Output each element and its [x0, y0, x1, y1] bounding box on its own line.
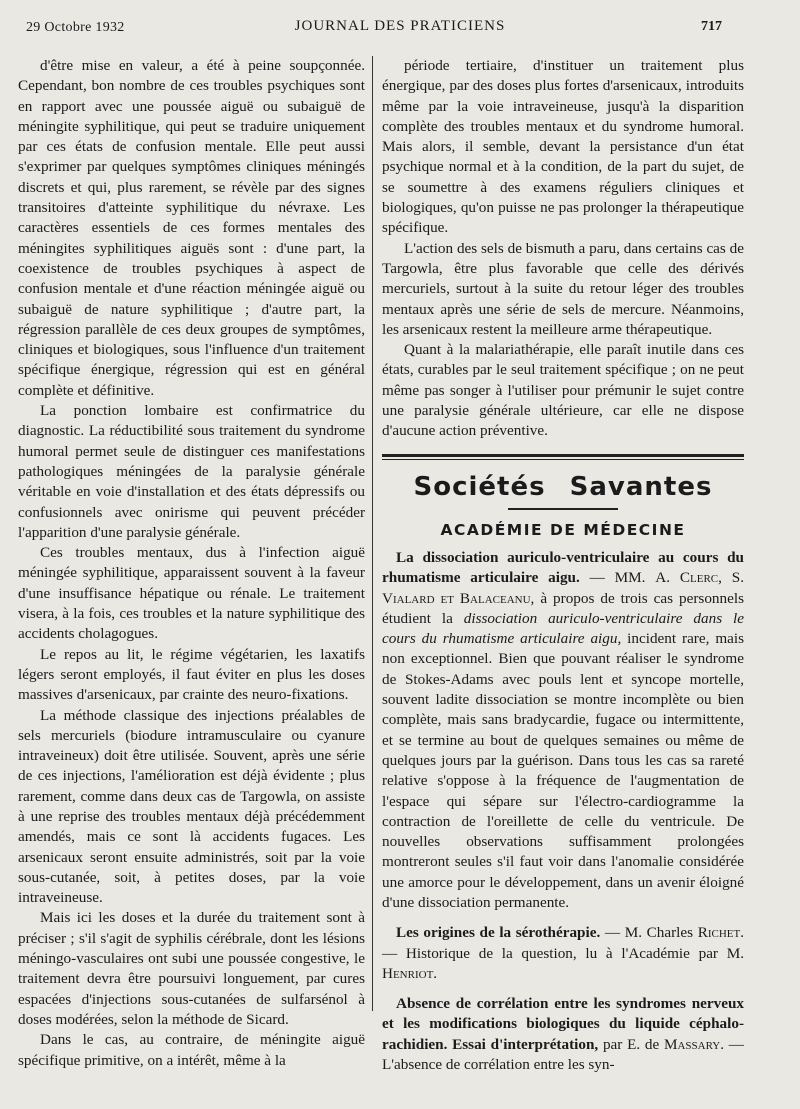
entry-title: Les origines de la sérothérapie.: [396, 924, 601, 942]
entry-authors-prefix: — MM.: [579, 569, 656, 587]
entry-body: . — L'absence de corrélation entre les syn-: [382, 1035, 744, 1074]
article-entry: [382, 994, 744, 1075]
paragraph: Dans le cas, au contraire, de méningite aiguë spécifique primitive, on a intérêt, même à la: [18, 1031, 365, 1069]
entry-body: . — Historique de la question, lu à l'Académie par M.: [382, 924, 744, 962]
entry-text: [382, 923, 744, 984]
left-column: [18, 56, 365, 1071]
entry-authors-prefix: — M. Charles: [600, 924, 698, 942]
academy-heading: ACADÉMIE DE MÉDECINE: [440, 520, 686, 539]
entry-body: , à propos de trois cas personnels étudient la: [382, 589, 744, 627]
entry-authors-prefix: par E. de: [598, 1035, 664, 1053]
entry-title: La dissociation auriculo-ventriculaire au cours du rhumatisme articulaire aigu.: [382, 548, 744, 587]
section-title: Sociétés Savantes: [413, 471, 713, 502]
column-divider: [372, 56, 373, 1011]
section-underline: [508, 508, 618, 510]
entry-text: [382, 548, 744, 913]
page-header: [0, 14, 800, 36]
entry-end: .: [433, 964, 438, 982]
section-rule-thick: [382, 454, 744, 457]
paragraph: Ces troubles mentaux, dus à l'infection aiguë méningée syphilitique, apparaissent souvent à la faveur d'une insuffisance hépatique ou rénale. Le traitement visera, à la fois, ces troubles et la nature syphilitique des accidents cholagogues.: [18, 544, 365, 643]
paragraph: d'être mise en valeur, a été à peine soupçonnée. Cependant, bon nombre de ces troubles psychiques sont en rapport avec une poussée aiguë ou subaiguë de méningite syphilitique, qui peut se traduire uniquement par ces états de confusion mentale. Elle peut aussi s'exprimer par quelques symptômes cliniques méningés discrets et qui, plus rarement, se révèle par des signes transitoires d'atteinte syphilitique du névraxe. Les caractères essentiels de ces formes mentales des méningites syphilitiques aiguës sont : d'une part, la coexistence de troubles psychiques à aspect de confusion mentale et d'une réaction méningée aiguë ou subaiguë de nature syphilitique ; d'autre part, la régression parallèle de ces deux groupes de symptômes, cliniques et biologiques, sous l'influence d'un traitement spécifique énergique, régression qui est en général complète et définitive.: [18, 57, 365, 399]
paragraph: La ponction lombaire est confirmatrice du diagnostic. La réductibilité sous traitement du syndrome humoral permet seule de distinguer ces manifestations pathologiques méningées de la paralysie générale véritable en voie d'installation et des états dépressifs ou confusionnels avec onirisme qui peuvent précéder l'apparition d'une paralysie générale.: [18, 402, 365, 541]
right-column: [382, 56, 744, 1085]
entry-authors: Richet: [697, 924, 741, 942]
header-journal-title: JOURNAL DES PRATICIENS: [294, 18, 506, 34]
entry-authors: A. Clerc, S. Vialard et Balaceanu: [382, 569, 744, 607]
entry-reader: Henriot: [382, 964, 434, 982]
paragraph: La méthode classique des injections préalables de sels mercuriels (biodure intramusculaire ou cyanure intraveineux) doit être utilisée. Souvent, après une série de ces injections, l'amélioration est déjà évidente ; plus rarement, comme dans deux cas de Targowla, on assiste à une reprise des troubles mentaux déjà précédemment amendés, mais ce sont là accidents fugaces. Les arsenicaux seront ensuite administrés, soit par la voie sous-cutanée, soit, à petites doses, par la voie intraveineuse.: [18, 706, 365, 907]
paragraph: période tertiaire, d'instituer un traitement plus énergique, par des doses plus fortes d'arsenicaux, introduits même par la voie intraveineuse, jusqu'à la disparition complète des troubles mentaux et du syndrome humoral. Mais alors, il semble, devant la persistance d'un état psychique normal et à la condition, de la part du sujet, de se soumettre à des examens réguliers cliniques et biologiques, qu'on puisse ne pas prolonger la thérapeutique spécifique.: [382, 57, 744, 237]
entry-authors: Massary: [663, 1035, 721, 1053]
entry-text: [382, 994, 744, 1075]
header-date: 29 Octobre 1932: [26, 20, 125, 35]
entry-body: , incident rare, mais non exceptionnel. Bien que pouvant réaliser le syndrome de Stokes-Adams avec pouls lent et syncope mortelle, souvent ladite dissociation se montre incomplète ou bien complète, mais sans bradycardie, fugace ou intermittente, et se termine au bout de quelques semaines ou même de quelques jours par la guérison. Dans tous les cas sa rareté relative s'oppose à la fréquence de l'augmentation de l'espace qui sépare sur l'électro-cardiogramme la contraction de l'oreillette de celle du ventricule. De nouvelles observations suffisamment prolongées montreront seules s'il faut voir dans l'anomalie considérée une amorce pour le développement, dans un avenir éloigné d'une dissociation permanente.: [382, 630, 745, 911]
paragraph: L'action des sels de bismuth a paru, dans certains cas de Targowla, être plus favorable que celle des dérivés mercuriels, surtout à la suite du retour léger des troubles mentaux après une série de sels de mercure. Néanmoins, les arsenicaux restent la meilleure arme thérapeutique.: [382, 239, 744, 338]
article-entry: [382, 548, 744, 913]
article-entry: [382, 923, 744, 984]
entry-title: Absence de corrélation entre les syndromes nerveux et les modifications biologiques du liquide céphalo-rachidien. Essai d'interprétation,: [382, 995, 744, 1053]
section-rule-thin: [382, 459, 744, 460]
entry-italic: dissociation auriculo-ventriculaire dans le cours du rhumatisme articulaire aigu: [382, 609, 744, 648]
paragraph: Quant à la malariathérapie, elle paraît inutile dans ces états, curables par le seul traitement spécifique ; on ne peut même pas songer à l'utiliser pour prémunir le sujet contre une paralysie générale ultérieure, car elle ne dispose d'aucune action préventive.: [382, 341, 744, 440]
paragraph: Le repos au lit, le régime végétarien, les laxatifs légers seront employés, il faut éviter en plus les doses massives d'arsenicaux, par crainte des neuro-fixations.: [18, 645, 365, 704]
paragraph: Mais ici les doses et la durée du traitement sont à préciser ; s'il s'agit de syphilis cérébrale, dont les lésions méningo-vasculaires ont subi une poussée congestive, le traitement devra être poursuivi longuement, par cures espacées d'injections sous-cutanées de sulfarsénol à doses modérées, selon la méthode de Sicard.: [18, 909, 365, 1028]
header-page-number: 717: [701, 19, 722, 34]
